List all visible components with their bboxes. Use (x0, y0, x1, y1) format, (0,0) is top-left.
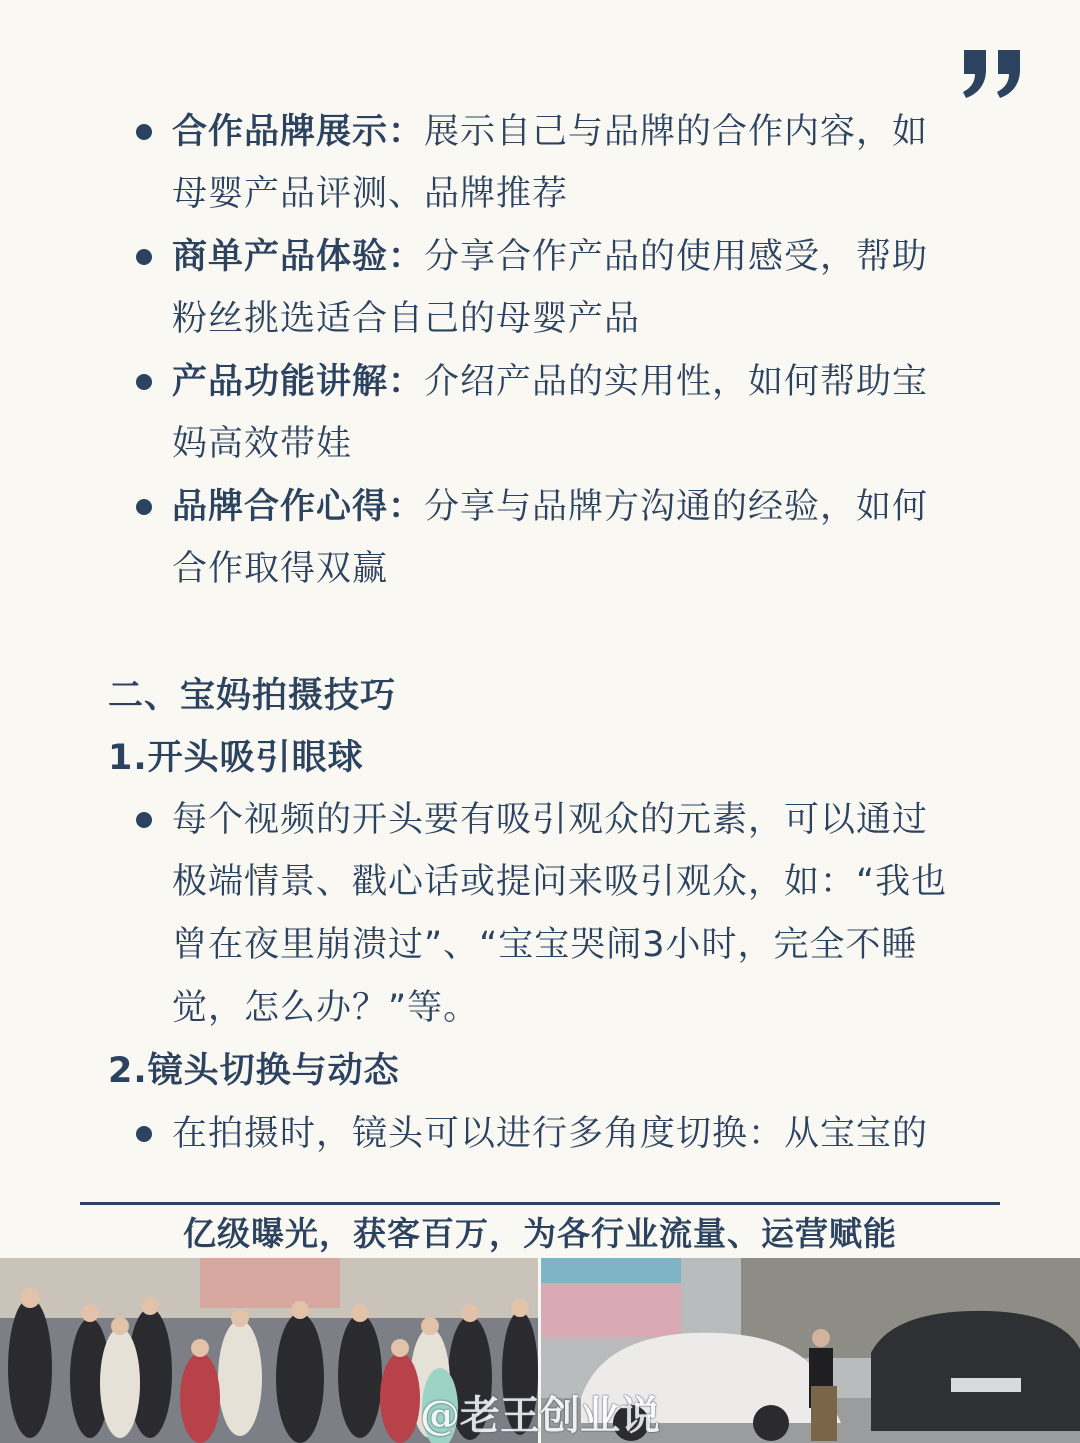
watermark: @老王创业说 (420, 1392, 660, 1439)
paragraph-line: 觉，怎么办？”等。 (172, 988, 480, 1028)
list-item (172, 487, 928, 527)
list-item (172, 362, 928, 402)
section-heading: 二、宝妈拍摄技巧 (108, 676, 397, 716)
item-text-continued: 粉丝挑选适合自己的母婴产品 (172, 299, 641, 339)
item-text: 展示自己与品牌的合作内容，如 (424, 112, 929, 152)
bullet-dot (136, 812, 152, 828)
paragraph-line: 每个视频的开头要有吸引观众的元素，可以通过 (172, 800, 929, 840)
closing-quote-icon (958, 40, 1028, 100)
footer-divider (80, 1202, 1000, 1205)
subsection-heading: 2.镜头切换与动态 (108, 1051, 400, 1091)
item-text-continued: 母婴产品评测、品牌推荐 (172, 174, 569, 214)
item-label: 产品功能讲解： (172, 362, 425, 402)
bullet-dot (136, 124, 152, 140)
item-text-continued: 合作取得双赢 (172, 549, 389, 589)
item-text-continued: 妈高效带娃 (172, 424, 353, 464)
subsection-heading: 1.开头吸引眼球 (108, 738, 364, 778)
item-label: 商单产品体验： (172, 237, 425, 277)
item-text: 介绍产品的实用性，如何帮助宝 (424, 362, 929, 402)
item-text: 分享合作产品的使用感受，帮助 (424, 237, 929, 277)
list-item (172, 237, 928, 277)
item-label: 品牌合作心得： (172, 487, 425, 527)
item-text: 分享与品牌方沟通的经验，如何 (424, 487, 929, 527)
paragraph-line: 极端情景、戳心话或提问来吸引观众，如：“我也 (172, 862, 948, 902)
item-label: 合作品牌展示： (172, 112, 425, 152)
list-item (172, 112, 928, 152)
bullet-dot (136, 499, 152, 515)
paragraph-line: 在拍摄时，镜头可以进行多角度切换：从宝宝的 (172, 1114, 929, 1154)
bullet-dot (136, 374, 152, 390)
bullet-dot (136, 249, 152, 265)
footer-slogan: 亿级曝光，获客百万，为各行业流量、运营赋能 (183, 1214, 897, 1253)
paragraph-line: 曾在夜里崩溃过”、“宝宝哭闹3小时，完全不睡 (172, 925, 918, 965)
bullet-dot (136, 1126, 152, 1142)
